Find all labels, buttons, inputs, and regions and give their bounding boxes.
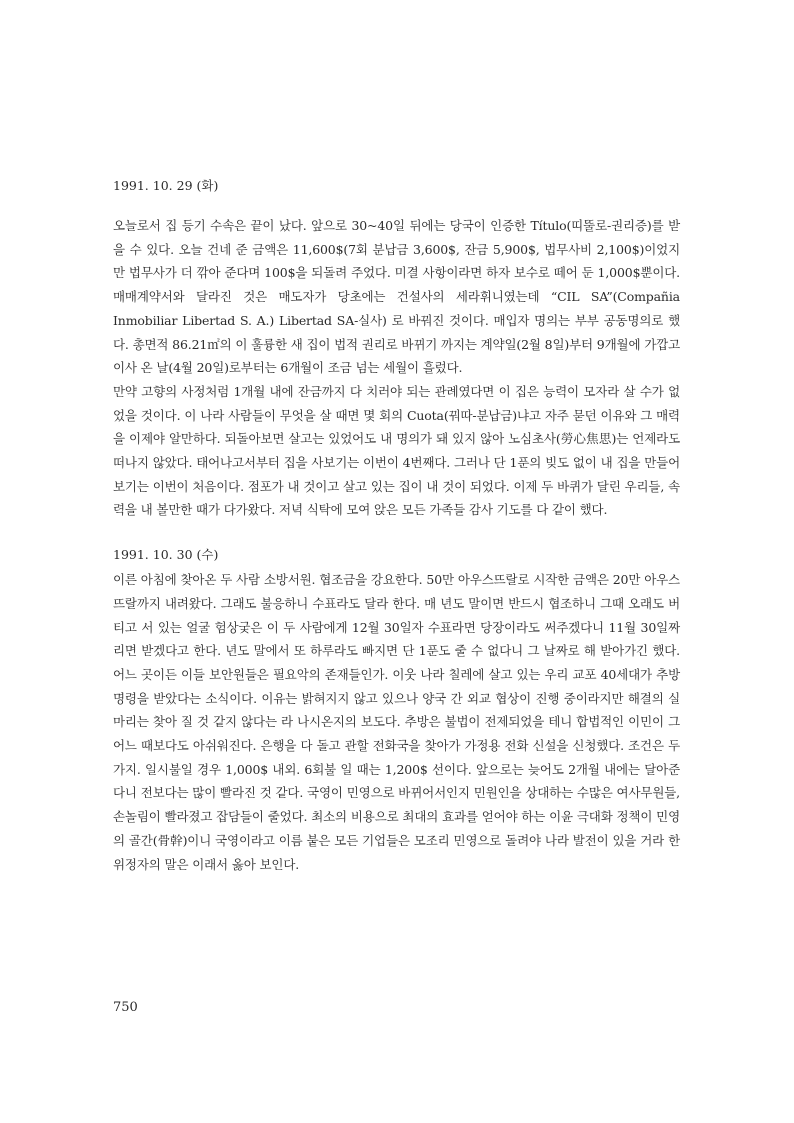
entry-paragraph: 오늘로서 집 등기 수속은 끝이 났다. 앞으로 30~40일 뒤에는 당국이 인증한 Título(띠뚤로-권리증)를 받을 수 있다. 오늘 건네 준 금액은 11,600$(7회 분납금 3,600$, 잔금 5,900$, 법무사비 2,100$)이었지만 법무사가 더 깎아 준다며 100$을 되돌려 주었다. 미결 사항이라면 하자 보수로 떼어 둔 1,000$뿐이다. 매매계약서와 달라진 것은 매도자가 당초에는 건설사의 세라휘니였는데 “CIL SA”(Compañia Inmobiliar Libertad S. A.) Libertad SA-실사) 로 바꿔진 것이다. 매입자 명의는 부부 공동명의로 했다. 총면적 86.21㎡의 이 훌륭한 새 집이 법적 권리로 바뀌기 까지는 계약일(2월 8일)부터 9개월에 가깝고 이사 온 날(4월 20일)로부터는 6개월이 조금 넘는 세월이 흘렀다.: [113, 218, 680, 376]
entry-paragraph: 이른 아침에 찾아온 두 사람 소방서원. 협조금을 강요한다. 50만 아우스뜨랄로 시작한 금액은 20만 아우스뜨랄까지 내려왔다. 그래도 불응하니 수표라도 달라 한다. 매 년도 말이면 반드시 협조하니 그때 오래도 버티고 서 있는 얼굴 험상궂은 이 두 사람에게 12월 30일자 수표라면 당장이라도 써주겠다니 11월 30일짜리면 받겠다고 한다. 년도 말에서 또 하루라도 빠지면 단 1푼도 줄 수 없다니 그 날짜로 해 받아가긴 했다. 어느 곳이든 이들 보안원들은 필요악의 존재들인가. 이웃 나라 칠레에 살고 있는 우리 교포 40세대가 추방 명령을 받았다는 소식이다. 이유는 밝혀지지 않고 있으나 양국 간 외교 협상이 진행 중이라지만 해결의 실마리는 찾아 질 것 같지 않다는 라 나시온지의 보도다. 추방은 불법이 전제되었을 테니 합법적인 이민이 그 어느 때보다도 아쉬워진다. 은행을 다 돌고 관할 전화국을 찾아가 가정용 전화 신설을 신청했다. 조건은 두 가지. 일시불일 경우 1,000$ 내외. 6회불 일 때는 1,200$ 선이다. 앞으로는 늦어도 2개월 내에는 달아준다니 전보다는 많이 빨라진 것 같다. 국영이 민영으로 바뀌어서인지 민원인을 상대하는 수많은 여사무원들, 손놀림이 빨라졌고 잡담들이 줄었다. 최소의 비용으로 최대의 효과를 얻어야 하는 이윤 극대화 정책이 민영의 골간(骨幹)이니 국영이라고 이름 붙은 모든 기업들은 모조리 민영으로 돌려야 나라 발전이 있을 거라 한 위정자의 말은 이래서 옳아 보인다.: [113, 572, 680, 872]
page-number: 750: [113, 1000, 138, 1015]
entry-paragraph: 만약 고향의 사정처럼 1개월 내에 잔금까지 다 치러야 되는 관례였다면 이 집은 능력이 모자라 살 수가 없었을 것이다. 이 나라 사람들이 무엇을 살 때면 몇 회의 Cuota(꿔따-분납금)냐고 자주 묻던 이유와 그 매력을 이제야 알만하다. 되돌아보면 살고는 있었어도 내 명의가 돼 있지 않아 노심초사(勞心焦思)는 언제라도 떠나지 않았다. 태어나고서부터 집을 사보기는 이번이 4번째다. 그러나 단 1푼의 빚도 없이 내 집을 만들어 보기는 이번이 처음이다. 점포가 내 것이고 살고 있는 집이 내 것이 되었다. 이제 두 바퀴가 달린 우리들, 속력을 내 볼만한 때가 다가왔다. 저녁 식탁에 모여 앉은 모든 가족들 감사 기도를 다 같이 했다.: [113, 383, 680, 518]
entry-date: 1991. 10. 29 (화): [113, 178, 219, 193]
diary-entry: [113, 544, 680, 876]
entry-date: 1991. 10. 30 (수): [113, 547, 219, 563]
document-body: [113, 172, 680, 876]
diary-entry: [113, 172, 680, 522]
